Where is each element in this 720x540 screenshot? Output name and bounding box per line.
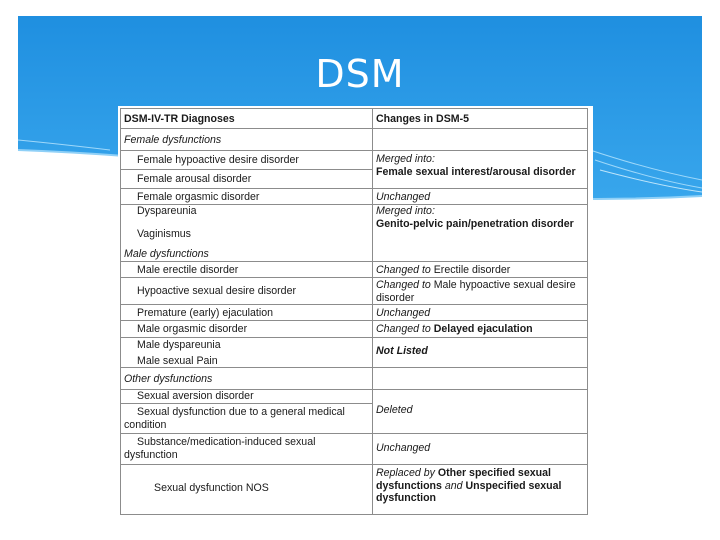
change-nos-other: Other specified sexual dysfunctions xyxy=(376,467,551,492)
diagnosis-substance: Substance/medication-induced sexual dysfunction xyxy=(124,436,316,461)
table-row xyxy=(121,305,588,321)
diagnosis-vaginismus: Vaginismus xyxy=(137,227,191,240)
table-row xyxy=(121,434,588,465)
change-hypoactive-value: Male hypoactive sexual desire disorder xyxy=(376,279,576,304)
category-row-female xyxy=(121,129,588,151)
diagnosis-hypoactive: Hypoactive sexual desire disorder xyxy=(137,285,296,297)
change-orgasmic-value: Delayed ejaculation xyxy=(433,323,533,335)
change-substance: Unchanged xyxy=(373,434,588,465)
change-nos-and: and xyxy=(444,479,463,492)
change-premature: Unchanged xyxy=(373,305,588,321)
change-orgasmic-prefix: Changed to xyxy=(376,323,431,335)
change-merged2-value: Genito-pelvic pain/penetration disorder xyxy=(376,217,574,230)
table-row xyxy=(121,465,588,515)
change-erectile-value: Erectile disorder xyxy=(433,264,511,276)
category-other: Other dysfunctions xyxy=(121,368,373,390)
diagnosis-medical: Sexual dysfunction due to a general medical condition xyxy=(124,406,345,431)
table-header-row xyxy=(121,109,588,129)
dsm-comparison-table xyxy=(118,106,593,535)
change-nos-unspecified: Unspecified sexual dysfunction xyxy=(376,479,562,504)
table-row xyxy=(121,321,588,338)
diagnosis-male-erectile: Male erectile disorder xyxy=(137,264,239,276)
change-merged-label: Merged into: xyxy=(376,153,435,165)
table-row xyxy=(121,262,588,278)
category-female: Female dysfunctions xyxy=(121,129,373,151)
diagnosis-premature: Premature (early) ejaculation xyxy=(137,307,274,319)
change-merged-value: Female sexual interest/arousal disorder xyxy=(376,165,576,178)
diagnosis-female-hypoactive: Female hypoactive desire disorder xyxy=(137,154,299,166)
change-female-orgasmic: Unchanged xyxy=(373,189,588,205)
diagnosis-male-orgasmic: Male orgasmic disorder xyxy=(137,323,248,335)
table-row xyxy=(121,338,588,368)
category-male: Male dysfunctions xyxy=(121,248,373,262)
change-deleted: Deleted xyxy=(373,390,588,434)
table-row xyxy=(121,151,588,170)
change-hypoactive-prefix: Changed to xyxy=(376,279,431,291)
diagnosis-female-orgasmic: Female orgasmic disorder xyxy=(137,191,260,203)
slide-title: DSM xyxy=(315,52,405,96)
change-not-listed: Not Listed xyxy=(373,338,588,368)
diagnosis-nos: Sexual dysfunction NOS xyxy=(154,482,269,494)
diagnosis-male-pain: Male sexual Pain xyxy=(137,354,218,367)
table-row xyxy=(121,390,588,404)
category-row-other xyxy=(121,368,588,390)
header-dsm-iv: DSM-IV-TR Diagnoses xyxy=(121,109,373,129)
change-nos-replaced: Replaced by xyxy=(376,467,435,479)
header-dsm-5: Changes in DSM-5 xyxy=(373,109,588,129)
table-row xyxy=(121,189,588,205)
table-row xyxy=(121,205,588,218)
diagnosis-dyspareunia: Dyspareunia xyxy=(137,205,197,217)
change-erectile-prefix: Changed to xyxy=(376,264,431,276)
change-merged2-label: Merged into: xyxy=(376,205,435,217)
diagnosis-aversion: Sexual aversion disorder xyxy=(137,390,254,402)
table-row xyxy=(121,278,588,305)
diagnosis-female-arousal: Female arousal disorder xyxy=(137,173,252,185)
diagnosis-male-dyspareunia: Male dyspareunia xyxy=(137,339,221,351)
